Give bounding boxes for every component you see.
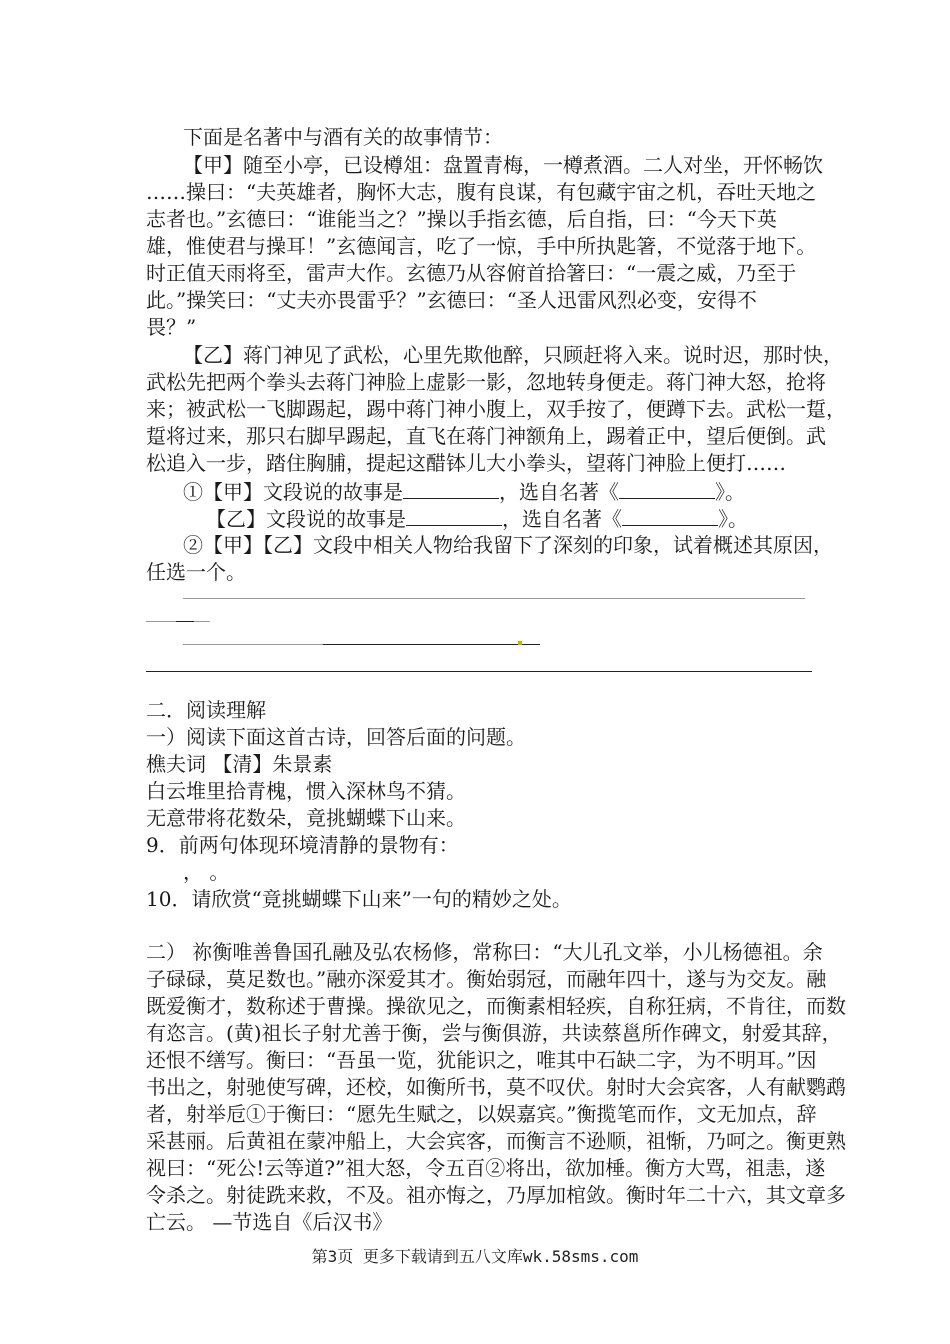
passage-line-10: 令杀之。射徒跣来救，不及。祖亦悔之，乃厚加棺敛。衡时年二十六，其文章多: [146, 1183, 846, 1207]
passage-line-8: 采甚丽。后黄祖在蒙冲船上，大会宾客，而衡言不逊顺，祖惭，乃呵之。衡更熟: [146, 1129, 846, 1153]
story-blank-jia[interactable]: [403, 478, 499, 499]
answer-line-4[interactable]: [146, 671, 812, 672]
passage-line-9: 视曰：“死公!云等道?”祖大怒，令五百②将出，欲加棰。衡方大骂，祖恚，遂: [146, 1156, 826, 1180]
answer-line-3b[interactable]: [323, 644, 540, 645]
question-1b-prefix: 【乙】文段说的故事是: [206, 507, 406, 531]
answer-line-1[interactable]: [183, 598, 805, 599]
scan-mark: [518, 641, 522, 645]
question-1a: [183, 478, 745, 505]
answer-dash: [176, 621, 194, 622]
jia-line-2: ……操曰：“夫英雄者，胸怀大志，腹有良谋，有包藏宇宙之机，吞吐天地之: [146, 180, 817, 204]
poem-title: 樵夫词 【清】朱景素: [146, 752, 333, 776]
yi-line-5: 松追入一步，踏住胸脯，提起这醋钵儿大小拳头，望蒋门神脸上便打……: [146, 451, 786, 475]
passage-line-6: 书出之，射驰使写碑，还校，如衡所书，莫不叹伏。射时大会宾客，人有献鹦鹉: [146, 1075, 846, 1099]
question-9-answer[interactable]: ， 。: [183, 860, 230, 884]
poem-line-2: 无意带将花数朵，竟挑蝴蝶下山来。: [146, 806, 466, 830]
question-2-line-2: 任选一个。: [146, 560, 246, 584]
question-9: 9．前两句体现环境清静的景物有：: [146, 833, 459, 857]
question-1a-suffix: 》。: [715, 480, 745, 504]
yi-line-2: 武松先把两个拳头去蒋门神脸上虚影一影，忽地转身便走。蒋门神大怒，抢将: [146, 370, 826, 394]
story-blank-yi[interactable]: [406, 505, 502, 526]
book-blank-yi[interactable]: [622, 505, 718, 526]
yi-line-3: 来；被武松一飞脚踢起，踢中蒋门神小腹上，双手按了，便蹲下去。武松一踅，: [146, 397, 846, 421]
passage-line-3: 既爱衡才，数称述于曹操。操欲见之，而衡素相轻疾，自称狂病，不肯往，而数: [146, 994, 846, 1018]
passage-line-1: 二） 祢衡唯善鲁国孔融及弘农杨修，常称曰：“大儿孔文举，小儿杨德祖。余: [146, 940, 823, 964]
poem-line-1: 白云堆里拾青槐，惯入深林鸟不猜。: [146, 779, 466, 803]
question-10: 10．请欣赏“竟挑蝴蝶下山来”一句的精妙之处。: [146, 887, 572, 911]
passage-line-7: 者，射举卮①于衡曰：“愿先生赋之，以娱嘉宾。”衡揽笔而作，文无加点，辞: [146, 1102, 817, 1126]
answer-line-3a[interactable]: [183, 644, 323, 645]
yi-line-1: 【乙】蒋门神见了武松，心里先欺他醉，只顾赶将入来。说时迟，那时快，: [183, 343, 843, 367]
book-blank-jia[interactable]: [619, 478, 715, 499]
jia-line-4: 雄，惟使君与操耳！”玄德闻言，吃了一惊，手中所执匙箸，不觉落于地下。: [146, 234, 817, 258]
passage-line-2: 子碌碌，莫足数也。”融亦深爱其才。衡始弱冠，而融年四十，遂与为交友。融: [146, 967, 827, 991]
section-heading: 二．阅读理解: [146, 698, 266, 722]
question-1b-suffix: 》。: [718, 507, 748, 531]
passage-line-11: 亡云。 —节选自《后汉书》: [146, 1210, 393, 1234]
intro-text: 下面是名著中与酒有关的故事情节：: [183, 125, 503, 149]
passage-line-5: 还恨不缮写。衡曰：“吾虽一览，犹能识之，唯其中石缺二字，为不明耳。”因: [146, 1048, 817, 1072]
jia-line-3: 志者也。”玄德曰：“谁能当之？”操以手指玄德，后自指，曰：“今天下英: [146, 207, 777, 231]
jia-line-6: 此。”操笑曰：“丈夫亦畏雷乎？”玄德曰：“圣人迅雷风烈必变，安得不: [146, 288, 757, 312]
jia-line-7: 畏？”: [146, 315, 197, 339]
question-2-line-1: ②【甲】【乙】文段中相关人物给我留下了深刻的印象，试着概述其原因，: [183, 533, 833, 557]
jia-line-1: 【甲】随至小亭，已设樽俎：盘置青梅，一樽煮酒。二人对坐，开怀畅饮: [183, 153, 823, 177]
question-1b-mid: ，选自名著《: [502, 507, 622, 531]
question-1a-mid: ，选自名著《: [499, 480, 619, 504]
poem-intro: 一）阅读下面这首古诗，回答后面的问题。: [146, 725, 526, 749]
yi-line-4: 踅将过来，那只右脚早踢起，直飞在蒋门神额角上，踢着正中，望后便倒。武: [146, 424, 826, 448]
question-1b: [206, 505, 748, 532]
passage-line-4: 有恣言。(黄)祖长子射尤善于衡，尝与衡俱游，共读蔡邕所作碑文，射爱其辞，: [146, 1021, 842, 1045]
page-footer: 第3页 更多下载请到五八文库wk.58sms.com: [311, 1247, 639, 1266]
question-1a-prefix: ①【甲】文段说的故事是: [183, 480, 403, 504]
jia-line-5: 时正值天雨将至，雷声大作。玄德乃从容俯首拾箸曰：“一震之威，乃至于: [146, 261, 797, 285]
